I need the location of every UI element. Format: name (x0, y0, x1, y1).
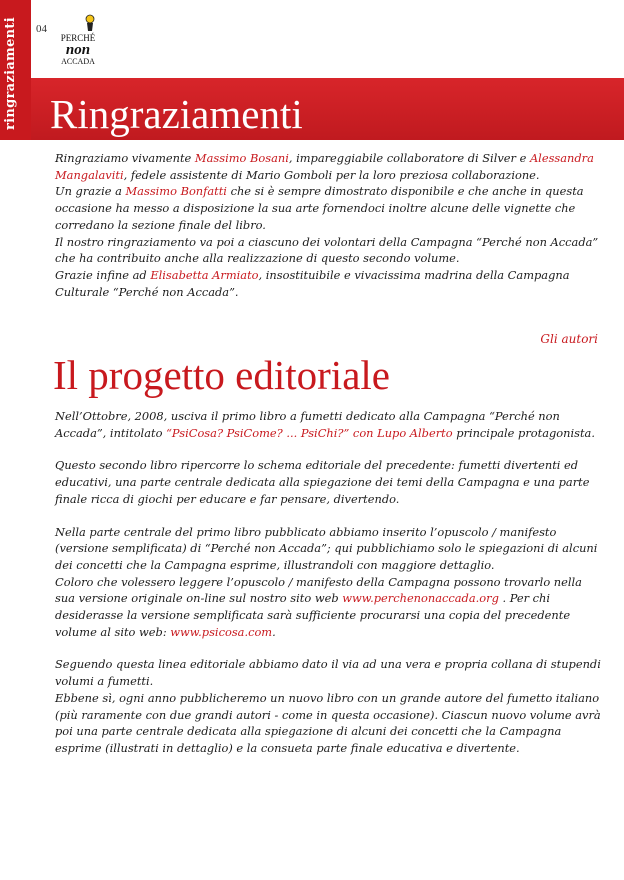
paragraph: Seguendo questa linea editoriale abbiamo dato il via ad una vera e propria collana di stupendi volumi a fumetti. (55, 657, 601, 689)
logo-figure-icon (84, 14, 96, 32)
paragraph: Ringraziamo vivamente Massimo Bosani, impareggiabile collaboratore di Silver e Alessandra Mangalaviti, fedele assistente di Mario Gomboli per la loro preziosa collaborazione. (55, 151, 594, 182)
book-title: “PsiCosa? PsiCome? ... PsiChi?” con Lupo Alberto (166, 425, 453, 440)
website-link[interactable]: www.perchenonaccada.org (342, 591, 499, 606)
side-section-label: ringraziamenti (3, 17, 18, 130)
logo-line-1: PERCHÉ (60, 33, 96, 43)
logo-line-3: ACCADA (61, 57, 95, 66)
paragraph: Ebbene sì, ogni anno pubblicheremo un nuovo libro con un grande autore del fumetto italiano (più raramente con due grandi autori - come in questa occasione). Ciascun nuovo volume avrà poi una parte centrale dedicata alla spiegazione di alcuni dei concetti che la Campagna esprime (illustrati in dettaglio) e la consueta parte finale educativa e divertente. (55, 690, 601, 755)
person-name: Massimo Bosani (194, 151, 289, 165)
page-number: 04 (36, 23, 47, 35)
section-title-ringraziamenti: Ringraziamenti (50, 91, 303, 137)
paragraph: Nella parte centrale del primo libro pubblicato abbiamo inserito l’opuscolo / manifesto (versione semplificata) di “Perché non Accada”; qui pubblichiamo solo le spiegazioni di alcuni dei concetti che la Campagna esprime, illustrandoli con maggiore dettaglio. (55, 524, 598, 572)
paragraph: Nell’Ottobre, 2008, usciva il primo libro a fumetti dedicato alla Campagna “Perché non Accada”, intitolato “PsiCosa? PsiCome? ... PsiChi?” con Lupo Alberto principale protagonista. (55, 409, 595, 440)
person-name: Elisabetta Armiato (150, 267, 259, 282)
website-link[interactable]: www.psicosa.com (170, 624, 273, 639)
paragraph: Un grazie a Massimo Bonfatti che si è sempre dimostrato disponibile e che anche in questa occasione ha messo a disposizione la sua arte fornendoci inoltre alcune delle vignette che corredano la sezione finale del libro. (55, 184, 584, 232)
paragraph: Grazie infine ad Elisabetta Armiato, insostituibile e vivacissima madrina della Campagna Culturale “Perché non Accada”. (55, 267, 570, 299)
signature: Gli autori (540, 332, 598, 346)
acknowledgements-body (55, 150, 603, 300)
person-name: Alessandra Mangalaviti (55, 151, 594, 182)
paragraph: Coloro che volessero leggere l’opuscolo / manifesto della Campagna possono trovarlo nella sua versione originale on-line sul nostro sito web www.perchenonaccada.org . Per chi desiderasse la versione semplificata sarà sufficiente procurarsi una copia del precedente volume al sito web: www.psicosa.com. (55, 574, 582, 639)
project-body (55, 408, 603, 757)
section-title-progetto: Il progetto editoriale (53, 352, 390, 398)
paragraph: Questo secondo libro ripercorre lo schema editoriale del precedente: fumetti divertenti ed educativi, una parte centrale dedicata alla spiegazione dei temi della Campagna e una parte finale ricca di giochi per educare e far pensare, divertendo. (55, 458, 590, 506)
logo-line-2: non (65, 42, 91, 58)
logo (56, 14, 100, 76)
person-name: Massimo Bonfatti (125, 184, 227, 199)
paragraph: Il nostro ringraziamento va poi a ciascuno dei volontari della Campagna “Perché non Accada” che ha contribuito anche alla realizzazione di questo secondo volume. (55, 234, 599, 266)
